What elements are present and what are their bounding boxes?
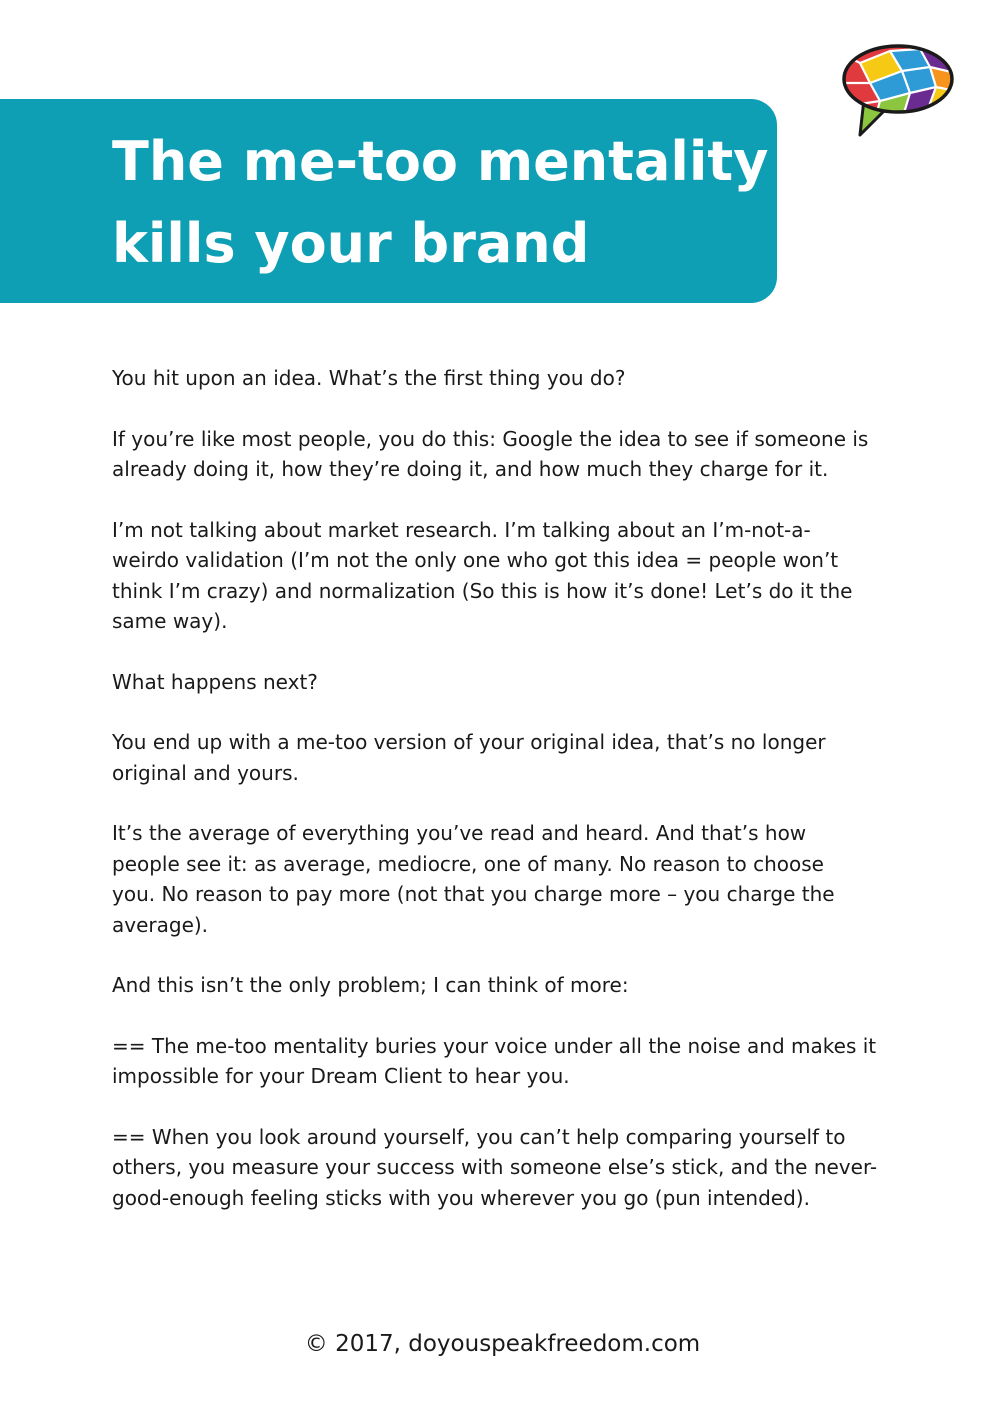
paragraph-line: original and yours. (112, 760, 299, 785)
paragraph-line: people see it: as average, mediocre, one of many. No reason to choose (112, 851, 824, 876)
page-title-line-2: kills your brand (112, 212, 590, 275)
paragraph (112, 363, 902, 394)
copyright-footer: © 2017, doyouspeakfreedom.com (304, 1331, 701, 1357)
paragraph-line: same way). (112, 609, 228, 633)
paragraph-line: already doing it, how they’re doing it, and how much they charge for it. (112, 457, 829, 481)
paragraph-line: == When you look around yourself, you can’t help comparing yourself to (112, 1124, 846, 1149)
paragraph (112, 667, 902, 698)
paragraph-line: You hit upon an idea. What’s the first thing you do? (112, 366, 626, 390)
paragraph (112, 1122, 902, 1214)
paragraph-line: I’m not talking about market research. I’m talking about an I’m-not-a- (112, 517, 811, 542)
paragraph-line: What happens next? (112, 669, 318, 694)
paragraph-line: think I’m crazy) and normalization (So this is how it’s done! Let’s do it the (112, 578, 853, 603)
page-title-line-1: The me-too mentality (112, 130, 769, 193)
article-body (112, 363, 902, 1243)
paragraph (112, 515, 902, 637)
paragraph-line: others, you measure your success with someone else’s stick, and the never- (112, 1155, 878, 1179)
paragraph (112, 424, 902, 485)
paragraph-line: impossible for your Dream Client to hear you. (112, 1064, 570, 1088)
paragraph-line: == The me-too mentality buries your voice under all the noise and makes it (112, 1033, 877, 1058)
paragraph (112, 727, 902, 788)
paragraph-line: If you’re like most people, you do this: Google the idea to see if someone is (112, 426, 869, 451)
title-banner (0, 99, 777, 303)
paragraph-line: It’s the average of everything you’ve read and heard. And that’s how (112, 821, 807, 845)
paragraph (112, 970, 902, 1001)
paragraph-line: good-enough feeling sticks with you wherever you go (pun intended). (112, 1185, 810, 1210)
paragraph-line: weirdo validation (I’m not the only one who got this idea = people won’t (112, 548, 839, 572)
paragraph-line: You end up with a me-too version of your original idea, that’s no longer (112, 730, 826, 754)
speech-bubble-mosaic-icon (840, 43, 956, 139)
paragraph-line: average). (112, 912, 209, 937)
paragraph-line: And this isn’t the only problem; I can think of more: (112, 973, 629, 997)
paragraph-line: you. No reason to pay more (not that you charge more – you charge the (112, 882, 835, 906)
paragraph (112, 818, 902, 940)
paragraph (112, 1031, 902, 1092)
